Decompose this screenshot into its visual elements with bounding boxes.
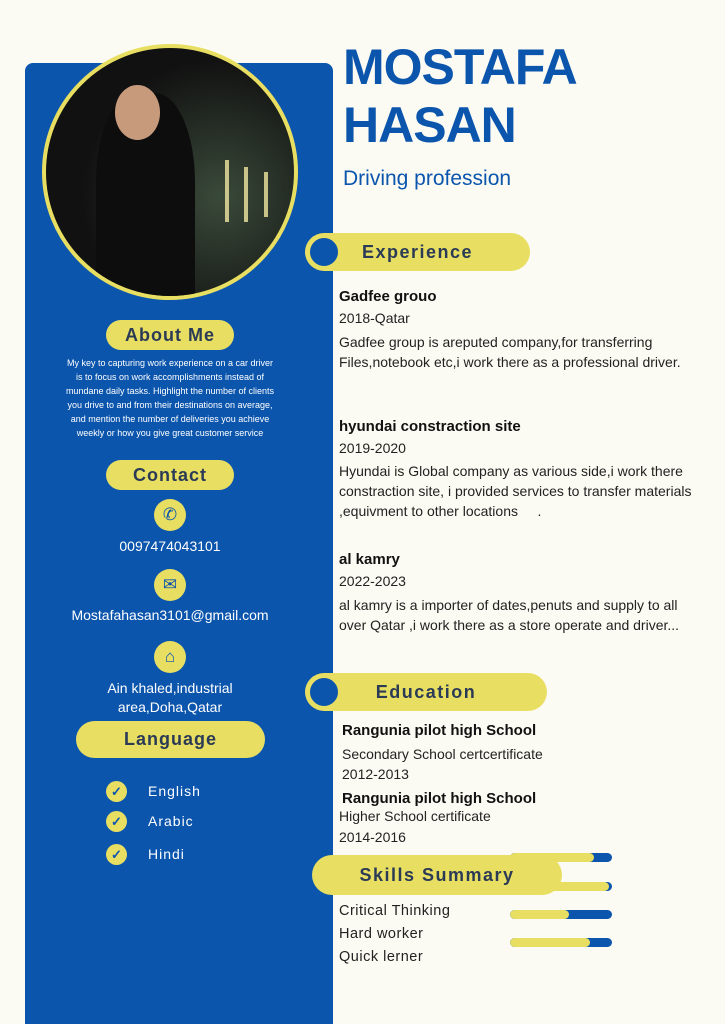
skill-bar-fill	[510, 910, 569, 919]
job-period: 2019-2020	[339, 440, 406, 456]
education-period: 2014-2016	[339, 829, 406, 845]
address-line-2: area,Doha,Qatar	[117, 699, 223, 715]
desc-line: ,equivment to other locations .	[339, 503, 542, 519]
section-dot	[307, 675, 341, 709]
skills-list	[339, 900, 450, 969]
school-name: Rangunia pilot high School	[342, 790, 537, 807]
education-period: 2012-2013	[342, 766, 409, 782]
skill-bar	[510, 910, 612, 919]
candidate-name	[343, 38, 577, 154]
experience-title: Experience	[361, 241, 474, 262]
about-heading: About Me	[106, 320, 234, 350]
desc-line: al kamry is a importer of dates,penuts and supply to all	[339, 597, 678, 613]
home-icon: ⌂	[154, 641, 186, 673]
language-item: Hindi	[148, 846, 185, 862]
skills-title: Skills Summary	[359, 864, 515, 885]
skill-bar-fill	[510, 938, 590, 947]
section-dot	[307, 235, 341, 269]
desc-line: Gadfee group is areputed company,for transferring	[339, 334, 653, 350]
desc-line: constraction site, i provided services to transfer materials	[339, 483, 692, 499]
job-company: hyundai constraction site	[339, 418, 521, 435]
desc-line: Files,notebook etc,i work there as a professional driver.	[339, 354, 681, 370]
phone-number: 0097474043101	[119, 538, 221, 554]
job-description	[339, 461, 691, 521]
skill-item: Quick lerner	[339, 949, 424, 965]
check-icon: ✓	[106, 844, 127, 865]
skill-item: Hard worker	[339, 926, 424, 942]
address-line-1: Ain khaled,industrial	[107, 680, 233, 696]
job-description	[339, 332, 681, 372]
address	[60, 679, 280, 717]
phone-icon: ✆	[154, 499, 186, 531]
job-period: 2022-2023	[339, 573, 406, 589]
desc-line: over Qatar ,i work there as a store operate and driver...	[339, 617, 680, 633]
check-icon: ✓	[106, 811, 127, 832]
job-description	[339, 595, 679, 635]
education-heading	[305, 673, 547, 711]
name-line-2: HASAN	[343, 97, 516, 153]
profile-photo	[42, 44, 298, 300]
skills-heading	[312, 855, 562, 895]
experience-heading	[305, 233, 530, 271]
school-name: Rangunia pilot high School	[342, 722, 537, 739]
name-line-1: MOSTAFA	[343, 39, 577, 95]
language-item: Arabic	[148, 813, 194, 829]
job-period: 2018-Qatar	[339, 310, 410, 326]
degree: Secondary School certcertificate	[342, 746, 543, 762]
contact-heading: Contact	[106, 460, 234, 490]
job-company: al kamry	[339, 551, 400, 568]
check-icon: ✓	[106, 781, 127, 802]
desc-line: Hyundai is Global company as various side,i work there	[339, 463, 683, 479]
email-address: Mostafahasan3101@gmail.com	[71, 607, 269, 623]
about-text: My key to capturing work experience on a car driver is to focus on work accomplishments instead of mundane daily tasks. Highlight the number of clients you drive to and from their destinations on average, and mention the number of deliveries you achieve weekly or how you give great customer service	[65, 358, 275, 438]
education-title: Education	[375, 681, 477, 702]
job-company: Gadfee grouo	[339, 288, 437, 305]
skill-bar	[510, 938, 612, 947]
skill-item: Critical Thinking	[339, 903, 451, 919]
profession: Driving profession	[343, 167, 512, 190]
degree: Higher School certificate	[339, 808, 491, 824]
language-heading: Language	[76, 721, 265, 758]
email-icon: ✉	[154, 569, 186, 601]
language-item: English	[148, 783, 201, 799]
